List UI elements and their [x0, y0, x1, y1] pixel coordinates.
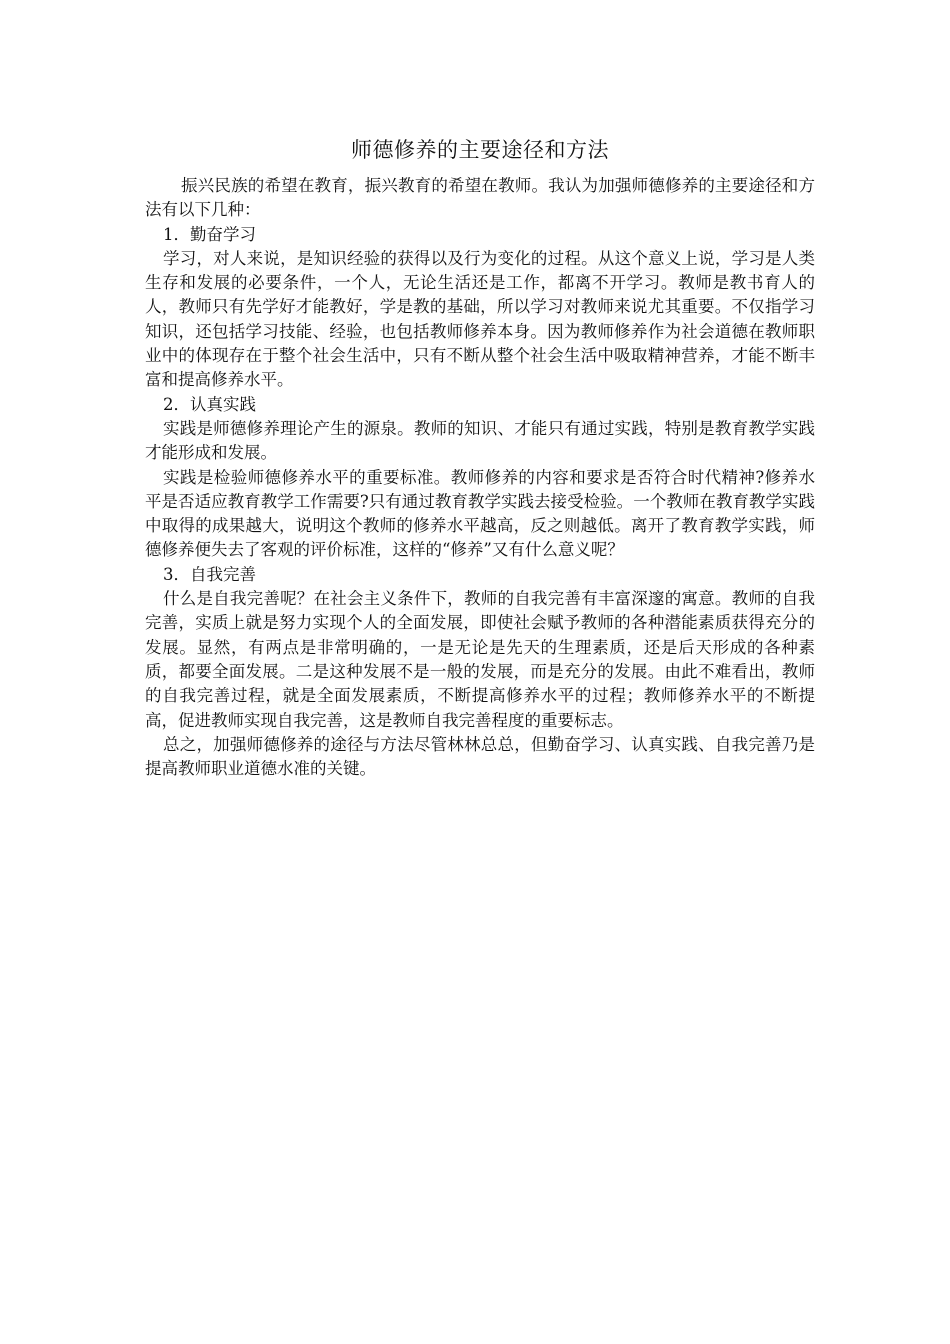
document-body	[145, 134, 815, 781]
section-study-paragraph: 学习，对人来说，是知识经验的获得以及行为变化的过程。从这个意义上说，学习是人类生存和发展的必要条件，一个人，无论生活还是工作，都离不开学习。教师是教书育人的人，教师只有先学好才能教好，学是教的基础，所以学习对教师来说尤其重要。不仅指学习知识，还包括学习技能、经验，也包括教师修养本身。因为教师修养作为社会道德在教师职业中的体现存在于整个社会生活中，只有不断从整个社会生活中吸取精神营养，才能不断丰富和提高修养水平。	[145, 248, 815, 390]
section-practice-paragraph-2: 实践是检验师德修养水平的重要标准。教师修养的内容和要求是否符合时代精神?修养水平是否适应教育教学工作需要?只有通过教育教学实践去接受检验。一个教师在教育教学实践中取得的成果越大，说明这个教师的修养水平越高，反之则越低。离开了教育教学实践，师德修养便失去了客观的评价标准，这样的“修养”又有什么意义呢？	[145, 467, 815, 560]
section-heading-practice: 2．认真实践	[163, 394, 256, 414]
document-title: 师德修养的主要途径和方法	[351, 138, 609, 162]
section-heading-study: 1．勤奋学习	[163, 224, 256, 244]
conclusion-paragraph: 总之，加强师德修养的途径与方法尽管林林总总，但勤奋学习、认真实践、自我完善乃是提高教师职业道德水准的关键。	[145, 734, 815, 779]
section-heading-self-improvement: 3．自我完善	[163, 564, 256, 584]
intro-paragraph: 振兴民族的希望在教育，振兴教育的希望在教师。我认为加强师德修养的主要途径和方法有以下几种：	[145, 176, 815, 220]
section-practice-paragraph-1: 实践是师德修养理论产生的源泉。教师的知识、才能只有通过实践，特别是教育教学实践才能形成和发展。	[145, 418, 815, 463]
section-self-improvement-paragraph: 什么是自我完善呢？在社会主义条件下，教师的自我完善有丰富深邃的寓意。教师的自我完善，实质上就是努力实现个人的全面发展，即使社会赋予教师的各种潜能素质获得充分的发展。显然，有两点是非常明确的，一是无论是先天的生理素质，还是后天形成的各种素质，都要全面发展。二是这种发展不是一般的发展，而是充分的发展。由此不难看出，教师的自我完善过程，就是全面发展素质，不断提高修养水平的过程；教师修养水平的不断提高，促进教师实现自我完善，这是教师自我完善程度的重要标志。	[145, 589, 815, 730]
